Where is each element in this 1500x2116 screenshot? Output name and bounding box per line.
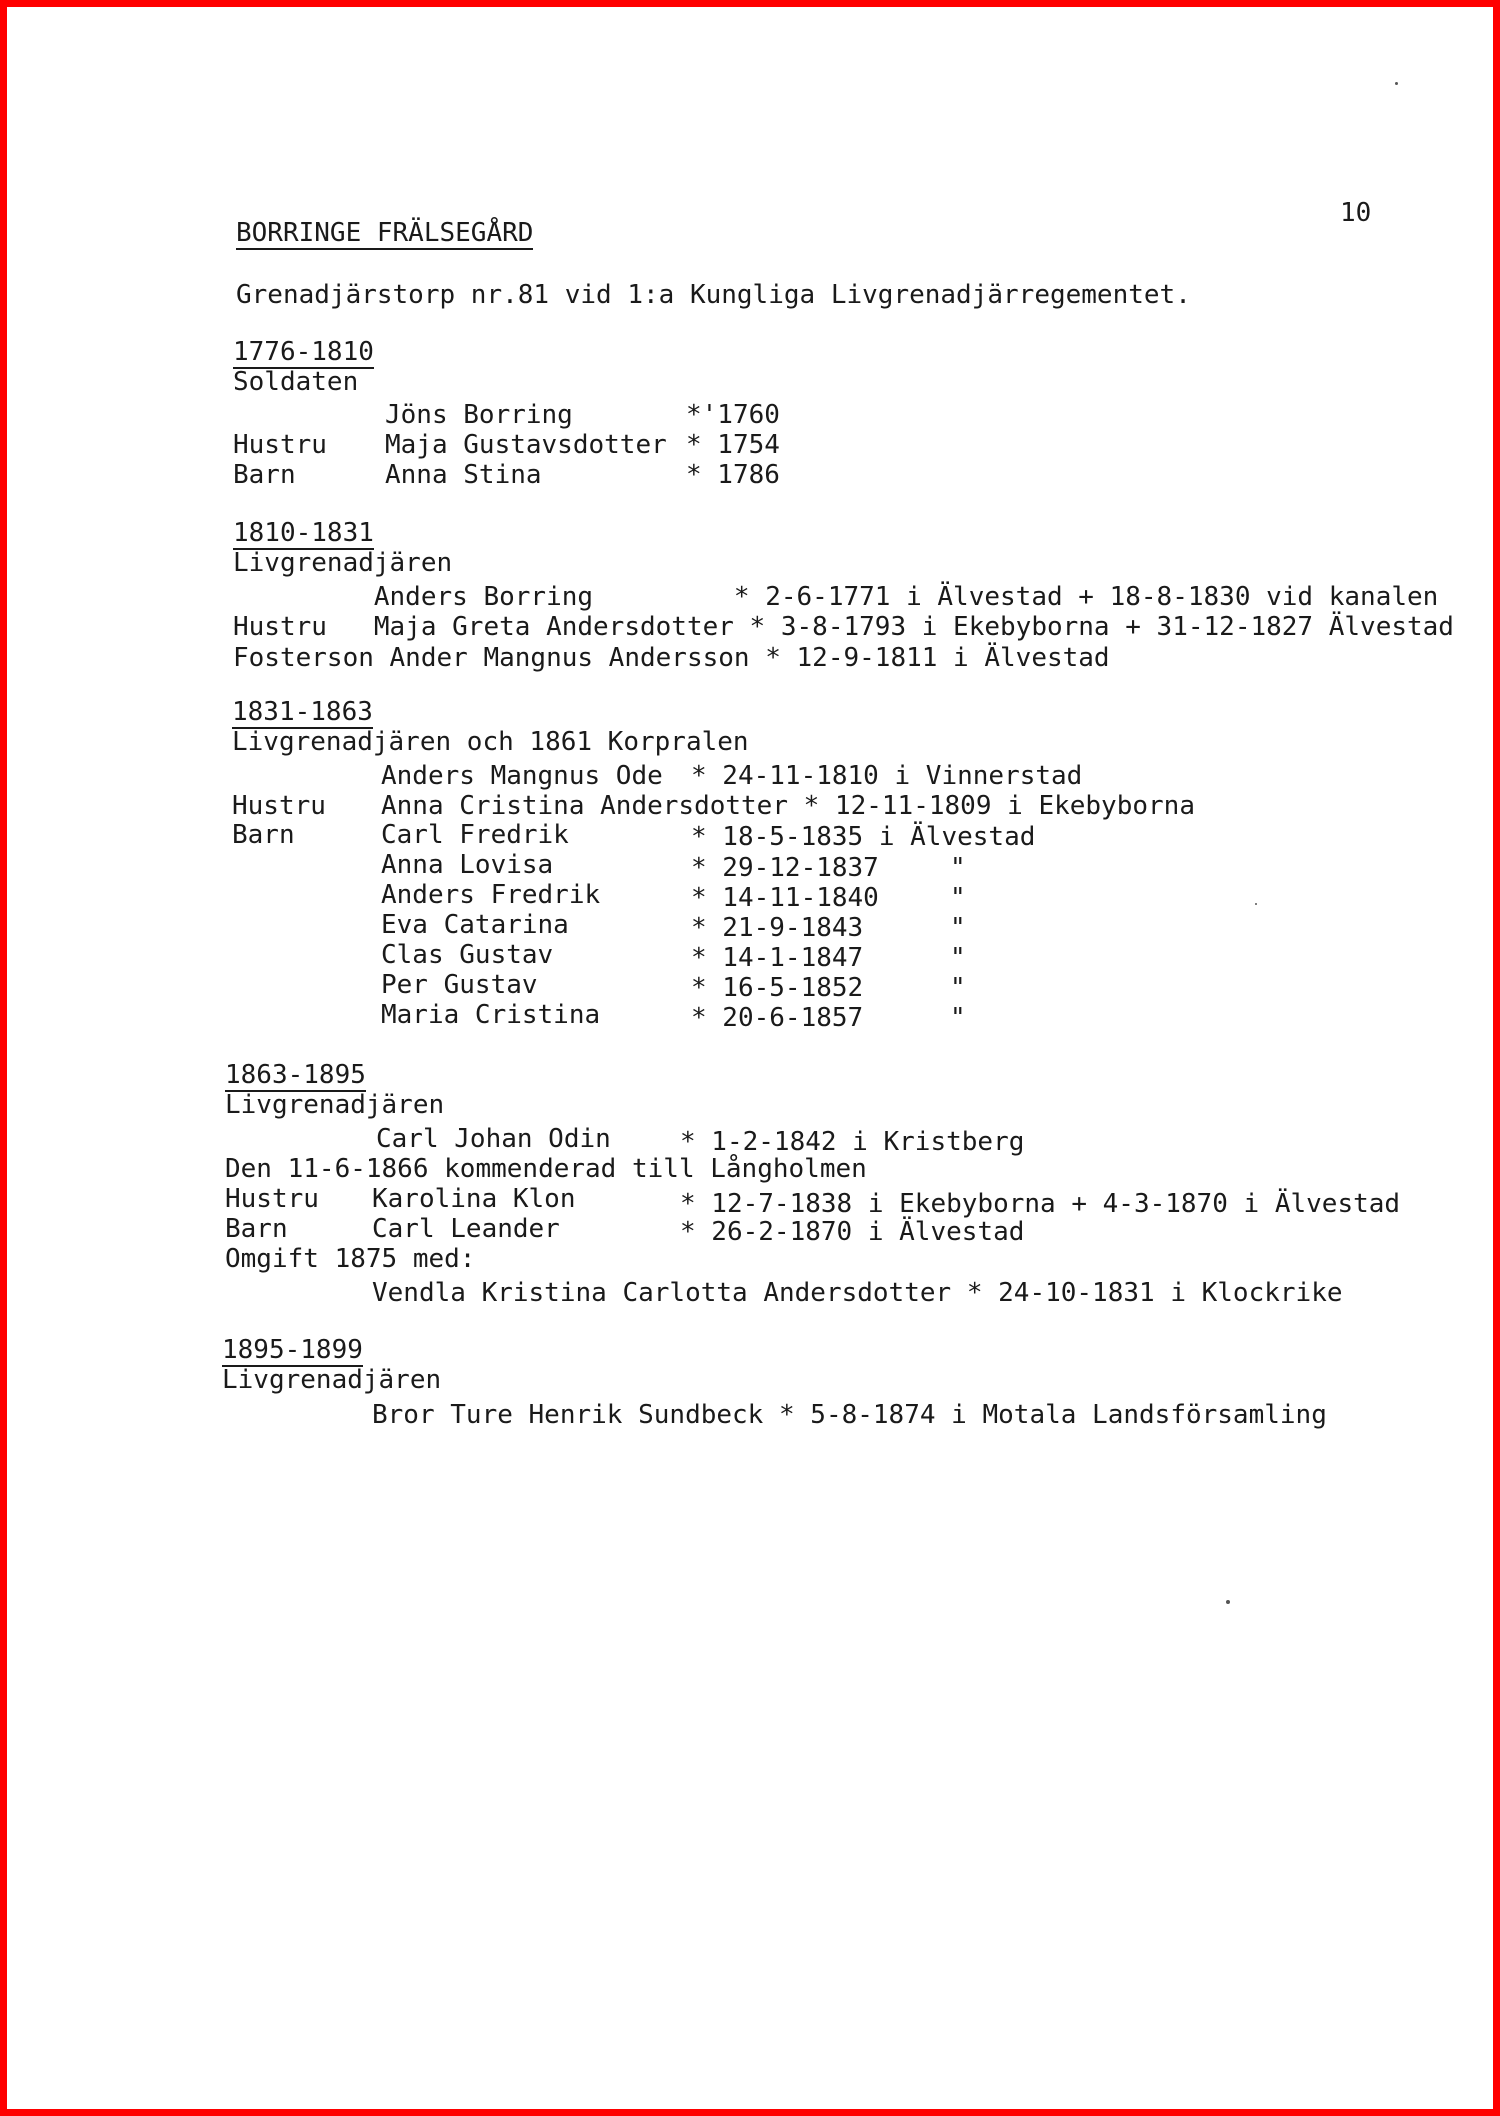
- period-role: Soldaten: [233, 367, 359, 397]
- scan-speck: [1226, 1600, 1230, 1604]
- person-info: *'1760: [686, 400, 780, 430]
- person-info: * 29-12-1837: [691, 853, 879, 883]
- period-years: 1863-1895: [225, 1060, 366, 1090]
- ditto-mark: ": [950, 853, 966, 883]
- person-name: Anna Stina: [385, 460, 542, 490]
- period-years: 1776-1810: [233, 337, 374, 367]
- person-name: Anna Cristina Andersdotter * 12-11-1809 i Ekebyborna: [381, 791, 1195, 821]
- entry-line: Den 11-6-1866 kommenderad till Långholmen: [225, 1154, 867, 1184]
- period-years: 1810-1831: [233, 518, 374, 548]
- period-role: Livgrenadjären: [222, 1365, 442, 1395]
- person-name: Vendla Kristina Carlotta Andersdotter * 24-10-1831 i Klockrike: [372, 1278, 1343, 1308]
- document-subtitle: Grenadjärstorp nr.81 vid 1:a Kungliga Livgrenadjärregementet.: [236, 280, 1191, 310]
- ditto-mark: ": [950, 913, 966, 943]
- person-name: Jöns Borring: [385, 400, 573, 430]
- person-info: * 24-11-1810 i Vinnerstad: [691, 761, 1083, 791]
- person-name: Anders Fredrik: [381, 880, 601, 910]
- person-name: Bror Ture Henrik Sundbeck * 5-8-1874 i Motala Landsförsamling: [372, 1400, 1327, 1430]
- person-info: * 14-11-1840: [691, 883, 879, 913]
- person-info: * 18-5-1835 i Älvestad: [691, 822, 1036, 852]
- scan-speck: [1395, 82, 1398, 85]
- person-info: * 1-2-1842 i Kristberg: [680, 1127, 1025, 1157]
- period-years: 1831-1863: [232, 697, 373, 727]
- relation-label: Barn: [225, 1214, 288, 1244]
- person-info: * 21-9-1843: [691, 913, 864, 943]
- person-info: * 12-7-1838 i Ekebyborna + 4-3-1870 i Älvestad: [680, 1189, 1401, 1219]
- period-role: Livgrenadjären: [225, 1090, 445, 1120]
- person-info: * 1786: [686, 460, 780, 490]
- ditto-mark: ": [950, 883, 966, 913]
- relation-label: Hustru: [233, 430, 327, 460]
- person-name: Clas Gustav: [381, 940, 554, 970]
- person-info: * 1754: [686, 430, 780, 460]
- ditto-mark: ": [950, 943, 966, 973]
- person-name: Eva Catarina: [381, 910, 569, 940]
- relation-label: Hustru: [232, 791, 326, 821]
- period-years: 1895-1899: [222, 1335, 363, 1365]
- person-name: Maria Cristina: [381, 1000, 601, 1030]
- person-name: Anna Lovisa: [381, 850, 554, 880]
- page-number: 10: [1340, 198, 1372, 228]
- scan-speck: [1255, 903, 1257, 905]
- ditto-mark: ": [950, 1003, 966, 1033]
- entry-line: Fosterson Ander Mangnus Andersson * 12-9-1811 i Älvestad: [233, 643, 1110, 673]
- ditto-mark: ": [950, 973, 966, 1003]
- person-name: Maja Gustavsdotter: [385, 430, 667, 460]
- relation-label: Barn: [233, 460, 296, 490]
- period-role: Livgrenadjären och 1861 Korpralen: [232, 727, 749, 757]
- person-info: * 20-6-1857: [691, 1003, 864, 1033]
- person-name: Anders Mangnus Ode: [381, 761, 663, 791]
- person-info: * 16-5-1852: [691, 973, 864, 1003]
- person-name: Carl Johan Odin: [376, 1124, 611, 1154]
- relation-label: Hustru: [225, 1184, 319, 1214]
- person-info: * 14-1-1847: [691, 943, 864, 973]
- person-name: Carl Fredrik: [381, 820, 569, 850]
- entry-line: Omgift 1875 med:: [225, 1244, 476, 1274]
- period-role: Livgrenadjären: [233, 548, 453, 578]
- document-header: BORRINGE FRÄLSEGÅRD: [236, 218, 534, 248]
- person-info: * 26-2-1870 i Älvestad: [680, 1217, 1025, 1247]
- relation-label: Barn: [232, 820, 295, 850]
- entry-line: Hustru Maja Greta Andersdotter * 3-8-1793 i Ekebyborna + 31-12-1827 Älvestad: [233, 612, 1454, 642]
- person-name: Carl Leander: [372, 1214, 560, 1244]
- person-name: Per Gustav: [381, 970, 538, 1000]
- entry-line: Anders Borring * 2-6-1771 i Älvestad + 18-8-1830 vid kanalen: [233, 582, 1439, 612]
- person-name: Karolina Klon: [372, 1184, 576, 1214]
